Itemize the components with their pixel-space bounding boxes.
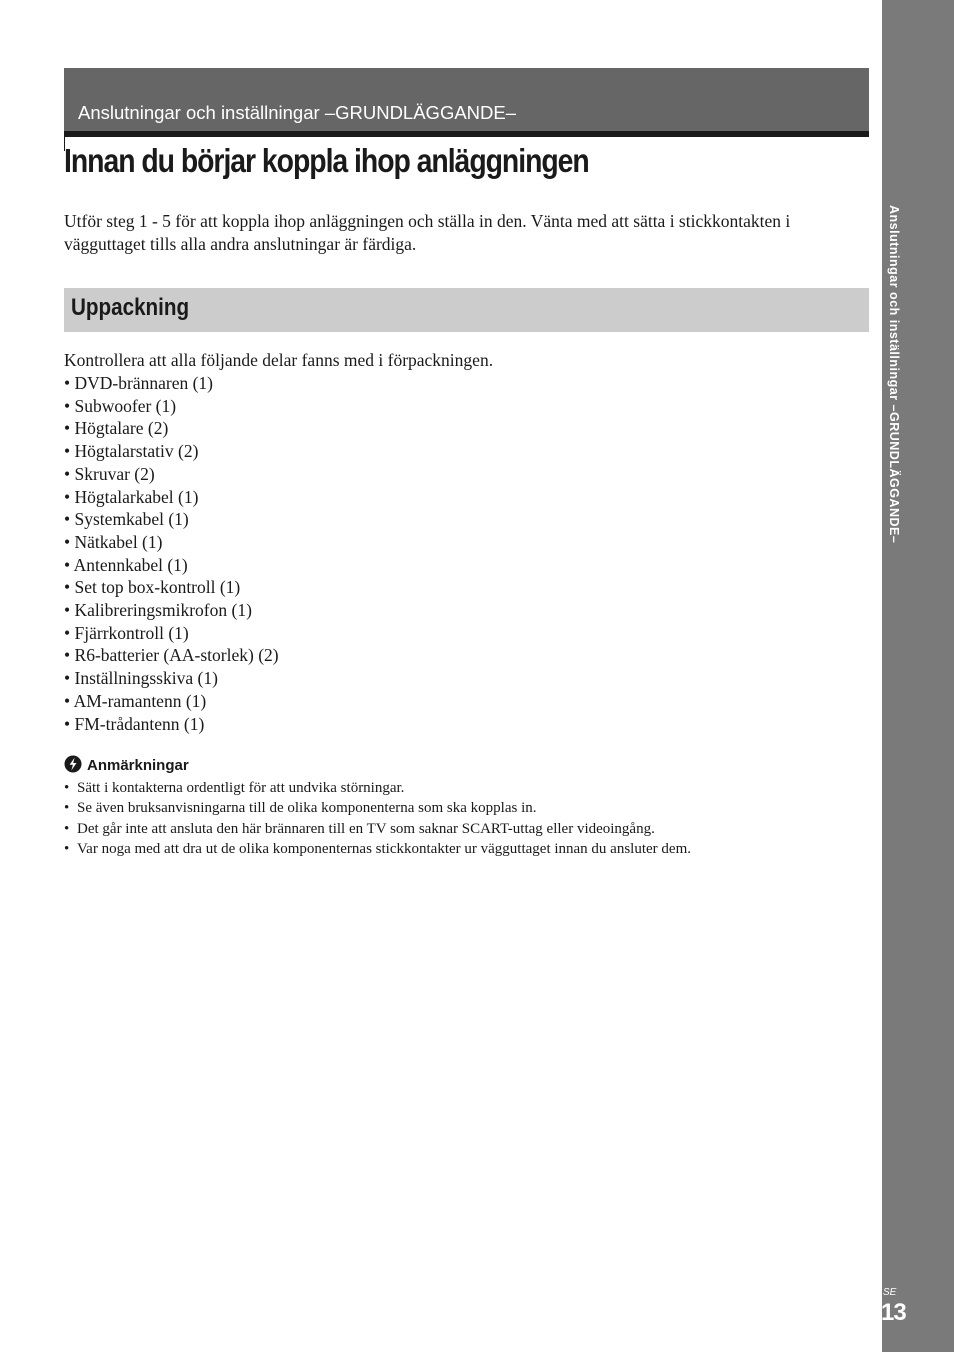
list-item xyxy=(64,622,279,645)
list-item xyxy=(64,440,279,463)
list-item xyxy=(64,372,279,395)
bullet: • xyxy=(64,668,71,689)
note-item-text: Var noga med att dra ut de olika komponenternas stickkontakter ur vägguttaget innan du ansluter dem. xyxy=(77,840,691,857)
list-item-text: Högtalarstativ (2) xyxy=(74,441,199,462)
list-item xyxy=(64,395,279,418)
note-item xyxy=(64,798,691,818)
bullet: • xyxy=(64,373,71,393)
list-item xyxy=(64,713,279,736)
list-item xyxy=(64,554,279,577)
list-item-text: R6-batterier (AA-storlek) (2) xyxy=(74,645,279,666)
list-item-text: Systemkabel (1) xyxy=(74,509,189,530)
subhead-bar xyxy=(64,288,869,332)
bullet: • xyxy=(64,780,70,796)
note-item-text: Se även bruksanvisningarna till de olika komponenterna som ska kopplas in. xyxy=(77,800,537,817)
list-item-text: Set top box-kontroll (1) xyxy=(74,577,241,598)
list-item xyxy=(64,690,279,713)
intro-paragraph: Utför steg 1 - 5 för att koppla ihop anläggningen och ställa in den. Vänta med att sätta i stickkontakten i vägguttaget tills alla andra anslutningar är färdiga. xyxy=(64,211,791,254)
section-header-bar xyxy=(64,68,869,131)
note-item-text: Det går inte att ansluta den här brännaren till en TV som saknar SCART-uttag eller videoingång. xyxy=(77,820,655,837)
note-item xyxy=(64,819,691,839)
page-title: Innan du börjar koppla ihop anläggningen xyxy=(64,142,589,179)
bullet: • xyxy=(64,395,71,416)
note-item xyxy=(64,778,691,798)
bullet: • xyxy=(64,577,71,598)
bullet: • xyxy=(64,800,70,817)
list-item xyxy=(64,486,279,509)
list-item xyxy=(64,644,279,667)
bullet: • xyxy=(64,690,71,711)
list-item-text: Skruvar (2) xyxy=(74,463,155,484)
note-item xyxy=(64,839,691,859)
bullet: • xyxy=(64,600,71,621)
list-item-text: FM-trådantenn (1) xyxy=(74,713,205,734)
list-item-text: Inställningsskiva (1) xyxy=(74,668,218,689)
section-header-title: Anslutningar och inställningar –GRUNDLÄGGANDE– xyxy=(78,102,517,123)
bullet: • xyxy=(64,820,70,837)
list-item-text: Fjärrkontroll (1) xyxy=(74,622,189,643)
bullet: • xyxy=(64,713,71,734)
bullet: • xyxy=(64,486,71,507)
list-item-text: Kalibreringsmikrofon (1) xyxy=(74,600,252,621)
bullet: • xyxy=(64,622,71,643)
bullet: • xyxy=(64,645,71,666)
list-item-text: Subwoofer (1) xyxy=(74,395,177,416)
list-item-text: Nätkabel (1) xyxy=(74,531,163,552)
side-tab-label: Anslutningar och inställningar –GRUNDLÄGGANDE– xyxy=(887,205,901,544)
subhead-title: Uppackning xyxy=(71,294,190,321)
list-item-text: Antennkabel (1) xyxy=(73,554,188,575)
list-item-text: Högtalare (2) xyxy=(74,418,169,439)
note-item-text: Sätt i kontakterna ordentligt för att undvika störningar. xyxy=(77,780,405,796)
list-item xyxy=(64,531,279,554)
bullet: • xyxy=(64,418,71,439)
bullet: • xyxy=(64,463,71,484)
contents-list xyxy=(64,372,279,735)
bullet: • xyxy=(64,441,71,462)
page-number: 13 xyxy=(881,1299,906,1326)
section-rule xyxy=(64,131,869,137)
bullet: • xyxy=(64,509,71,530)
side-tab xyxy=(882,0,954,1352)
list-item xyxy=(64,508,279,531)
list-item xyxy=(64,463,279,486)
bullet: • xyxy=(64,840,70,857)
contents-intro: Kontrollera att alla följande delar fanns med i förpackningen. xyxy=(64,350,494,370)
note-icon xyxy=(64,755,82,773)
bullet: • xyxy=(64,554,71,575)
notes-heading-text: Anmärkningar xyxy=(87,757,189,774)
list-item xyxy=(64,599,279,622)
notes-heading xyxy=(64,755,189,775)
list-item-text: DVD-brännaren (1) xyxy=(74,373,213,393)
list-item xyxy=(64,576,279,599)
list-item-text: AM-ramantenn (1) xyxy=(73,690,207,711)
notes-list xyxy=(64,778,691,859)
page-language-code: SE xyxy=(883,1287,897,1298)
bullet: • xyxy=(64,531,71,552)
list-item xyxy=(64,417,279,440)
list-item xyxy=(64,667,279,690)
list-item-text: Högtalarkabel (1) xyxy=(74,486,199,507)
